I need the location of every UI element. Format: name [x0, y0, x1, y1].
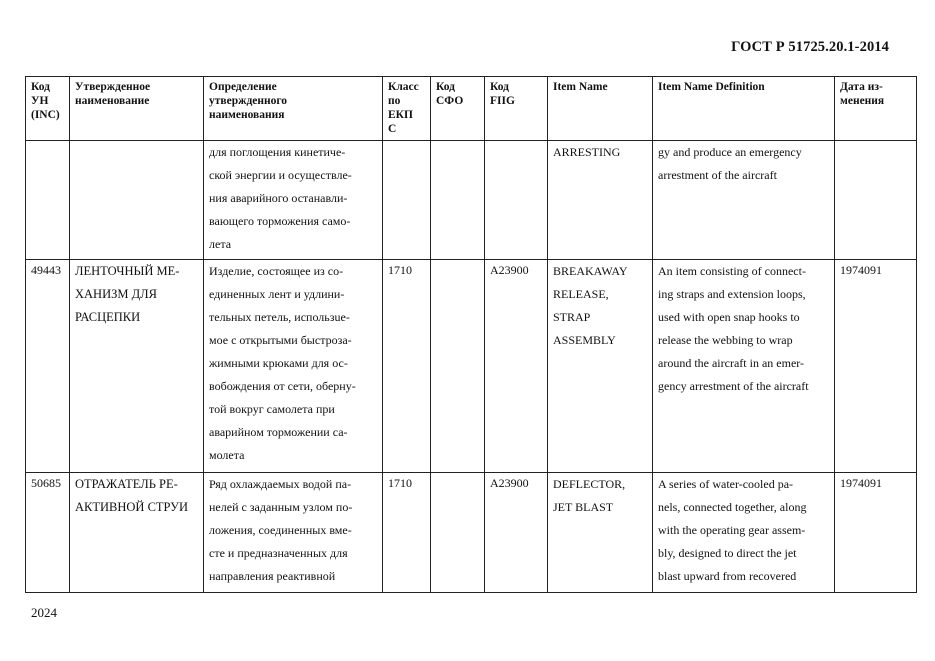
- text-line: С: [388, 123, 397, 135]
- text-line: направления реактивной: [209, 569, 336, 583]
- text-line: единенных лент и удлини-: [209, 287, 345, 301]
- text-line: Изделие, состоящее из со-: [209, 264, 344, 278]
- header-sfo-code: [431, 77, 485, 141]
- text-line: лета: [209, 237, 232, 251]
- text-line: сте и предназначенных для: [209, 546, 348, 560]
- text-line: bly, designed to direct the jet: [658, 546, 797, 560]
- ekps-class-cell: 1710: [383, 260, 431, 473]
- sfo-code-cell: [431, 141, 485, 260]
- text-line: A series of water-cooled pa-: [658, 477, 794, 491]
- text-line: ЛЕНТОЧНЫЙ МЕ-: [75, 264, 180, 278]
- text-line: УН: [31, 95, 49, 107]
- item-name-cell: [548, 260, 653, 473]
- table-header-row: [26, 77, 917, 141]
- fiig-code-cell: [485, 141, 548, 260]
- text-line: STRAP: [553, 310, 591, 324]
- text-line: DEFLECTOR,: [553, 477, 626, 491]
- item-name-definition-cell: [653, 141, 835, 260]
- change-date-cell: 1974091: [835, 260, 917, 473]
- text-line: gency arrestment of the aircraft: [658, 379, 809, 393]
- text-line: JET BLAST: [553, 500, 614, 514]
- text-line: RELEASE,: [553, 287, 609, 301]
- text-line: нелей с заданным узлом по-: [209, 500, 353, 514]
- text-line: наименование: [75, 95, 150, 107]
- text-line: для поглощения кинетиче-: [209, 145, 346, 159]
- text-line: ния аварийного останавли-: [209, 191, 348, 205]
- header-item-name-definition: [653, 77, 835, 141]
- approved-name-cell: [70, 473, 204, 593]
- inc-code-cell: [26, 141, 70, 260]
- text-line: ing straps and extension loops,: [658, 287, 806, 301]
- fiig-code-cell: A23900: [485, 473, 548, 593]
- text-line: Определение: [209, 81, 277, 93]
- text-line: ХАНИЗМ ДЛЯ: [75, 287, 157, 301]
- text-line: gy and produce an emergency: [658, 145, 802, 159]
- text-line: Item Name Definition: [658, 81, 765, 93]
- text-line: ской энергии и осуществле-: [209, 168, 352, 182]
- text-line: Утвержденное: [75, 81, 151, 93]
- approved-name-cell: [70, 141, 204, 260]
- change-date-cell: [835, 141, 917, 260]
- text-line: РАСЦЕПКИ: [75, 310, 141, 324]
- text-line: Код: [31, 81, 51, 93]
- text-line: утвержденного: [209, 95, 288, 107]
- table-row: [26, 141, 917, 260]
- text-line: Item Name: [553, 81, 608, 93]
- text-line: An item consisting of connect-: [658, 264, 806, 278]
- text-line: СФО: [436, 95, 464, 107]
- text-line: ARRESTING: [553, 145, 621, 159]
- text-line: nels, connected together, along: [658, 500, 807, 514]
- text-line: used with open snap hooks to: [658, 310, 800, 324]
- text-line: той вокруг самолета при: [209, 402, 335, 416]
- text-line: АКТИВНОЙ СТРУИ: [75, 500, 189, 514]
- ekps-class-cell: [383, 141, 431, 260]
- definition-cell: [204, 473, 383, 593]
- text-line: наименования: [209, 109, 285, 121]
- text-line: Код: [436, 81, 456, 93]
- table-row: [26, 260, 917, 473]
- classification-table: [25, 76, 917, 593]
- change-date-cell: 1974091: [835, 473, 917, 593]
- document-code: ГОСТ Р 51725.20.1-2014: [731, 39, 889, 55]
- text-line: молета: [209, 448, 245, 462]
- fiig-code-cell: A23900: [485, 260, 548, 473]
- header-fiig-code: [485, 77, 548, 141]
- header-item-name: [548, 77, 653, 141]
- text-line: release the webbing to wrap: [658, 333, 793, 347]
- inc-code-cell: 50685: [26, 473, 70, 593]
- item-name-cell: [548, 141, 653, 260]
- text-line: мое с открытыми быстроза-: [209, 333, 352, 347]
- page-number: 2024: [31, 605, 57, 620]
- header-change-date: [835, 77, 917, 141]
- text-line: arrestment of the aircraft: [658, 168, 777, 182]
- item-name-cell: [548, 473, 653, 593]
- definition-cell: [204, 260, 383, 473]
- ekps-class-cell: 1710: [383, 473, 431, 593]
- text-line: blast upward from recovered: [658, 569, 797, 583]
- approved-name-cell: [70, 260, 204, 473]
- text-line: жимными крюками для ос-: [209, 356, 348, 370]
- text-line: FIIG: [490, 95, 515, 107]
- text-line: тельных петель, использue-: [209, 310, 350, 324]
- text-line: Код: [490, 81, 510, 93]
- text-line: вающего торможения само-: [209, 214, 351, 228]
- header-ekps-class: [383, 77, 431, 141]
- definition-cell: [204, 141, 383, 260]
- text-line: аварийном торможении са-: [209, 425, 348, 439]
- text-line: Класс: [388, 81, 419, 93]
- inc-code-cell: 49443: [26, 260, 70, 473]
- sfo-code-cell: [431, 473, 485, 593]
- sfo-code-cell: [431, 260, 485, 473]
- text-line: по: [388, 95, 401, 107]
- table-row: [26, 473, 917, 593]
- text-line: around the aircraft in an emer-: [658, 356, 805, 370]
- text-line: ОТРАЖАТЕЛЬ РЕ-: [75, 477, 178, 491]
- text-line: Дата из-: [840, 81, 883, 93]
- text-line: ложения, соединенных вме-: [209, 523, 352, 537]
- text-line: ЕКП: [388, 109, 413, 121]
- text-line: with the operating gear assem-: [658, 523, 806, 537]
- item-name-definition-cell: [653, 260, 835, 473]
- text-line: ASSEMBLY: [553, 333, 616, 347]
- text-line: Ряд охлаждаемых водой па-: [209, 477, 352, 491]
- header-definition: [204, 77, 383, 141]
- header-approved-name: [70, 77, 204, 141]
- header-inc-code: [26, 77, 70, 141]
- text-line: менения: [840, 95, 885, 107]
- text-line: вобождения от сети, оберну-: [209, 379, 356, 393]
- item-name-definition-cell: [653, 473, 835, 593]
- text-line: BREAKAWAY: [553, 264, 628, 278]
- text-line: (INC): [31, 109, 60, 121]
